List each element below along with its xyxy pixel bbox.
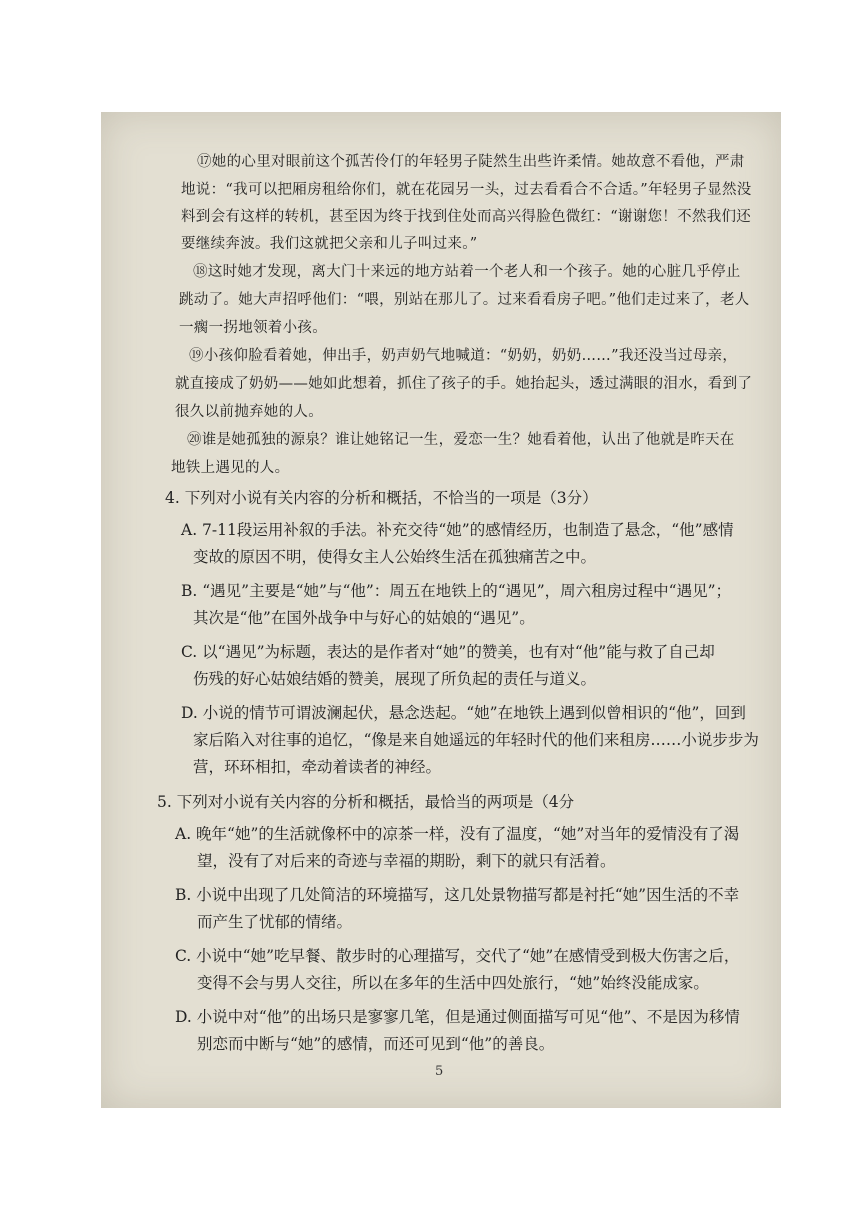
passage-p18-line2: 跳动了。她大声招呼他们：“喂，别站在那儿了。过来看看房子吧。”他们走过来了，老人: [179, 292, 750, 308]
question-4-option-a-line2: 变故的原因不明，使得女主人公始终生活在孤独痛苦之中。: [193, 548, 597, 566]
question-4-option-d-line1: D. 小说的情节可谓波澜起伏，悬念迭起。“她”在地铁上遇到似曾相识的“他”，回到: [181, 704, 746, 722]
passage-p18-line3: 一瘸一拐地领着小孩。: [179, 320, 327, 336]
question-4-option-a-line1: A. 7-11段运用补叙的手法。补充交待“她”的感情经历，也制造了悬念，“他”感情: [181, 521, 734, 539]
passage-p17-line2: 地说：“我可以把厢房租给你们，就在花园另一头，过去看看合不合适。”年轻男子显然没: [181, 182, 752, 198]
question-5-stem: 5. 下列对小说有关内容的分析和概括，最恰当的两项是（4分: [157, 793, 575, 811]
question-5-option-c-line2: 变得不会与男人交往，所以在多年的生活中四处旅行，“她”始终没能成家。: [197, 974, 709, 992]
passage-p17-line1: ⑰她的心里对眼前这个孤苦伶仃的年轻男子陡然生出些许柔情。她故意不看他，严肃: [197, 154, 745, 170]
question-5-option-b-line2: 而产生了忧郁的情绪。: [197, 913, 353, 931]
question-4-option-d-line3: 营，环环相扣，牵动着读者的神经。: [193, 758, 442, 776]
question-5-option-a-line1: A. 晚年“她”的生活就像杯中的凉茶一样，没有了温度，“她”对当年的爱情没有了渴: [175, 825, 740, 843]
passage-p17-line3: 料到会有这样的转机，甚至因为终于找到住处而高兴得脸色微红：“谢谢您！不然我们还: [181, 209, 752, 225]
passage-p19-line2: 就直接成了奶奶——她如此想着，抓住了孩子的手。她抬起头，透过满眼的泪水，看到了: [175, 376, 753, 392]
question-4-option-d-line2: 家后陷入对往事的追忆，“像是来自她遥远的年轻时代的他们来租房……小说步步为: [193, 731, 759, 749]
passage-p19-line1: ⑲小孩仰脸看着她，伸出手，奶声奶气地喊道：“奶奶，奶奶……”我还没当过母亲，: [189, 348, 738, 364]
passage-p20-line1: ⑳谁是她孤独的源泉？谁让她铭记一生，爱恋一生？她看着他，认出了他就是昨天在: [187, 432, 735, 448]
scanned-page: [101, 112, 781, 1108]
question-5-option-d-line2: 别恋而中断与“她”的感情，而还可见到“他”的善良。: [197, 1035, 555, 1053]
page-number: 5: [435, 1064, 444, 1079]
question-4-option-c-line1: C. 以“遇见”为标题，表达的是作者对“她”的赞美，也有对“他”能与救了自己却: [181, 643, 715, 661]
question-4-option-b-line1: B. “遇见”主要是“她”与“他”：周五在地铁上的“遇见”，周六租房过程中“遇见”；: [181, 582, 731, 600]
question-5-option-d-line1: D. 小说中对“他”的出场只是寥寥几笔，但是通过侧面描写可见“他”、不是因为移情: [175, 1008, 740, 1026]
passage-p18-line1: ⑱这时她才发现，离大门十来远的地方站着一个老人和一个孩子。她的心脏几乎停止: [193, 264, 741, 280]
passage-p20-line2: 地铁上遇见的人。: [171, 460, 290, 476]
question-4-option-b-line2: 其次是“他”在国外战争中与好心的姑娘的“遇见”。: [193, 609, 535, 627]
question-4-stem: 4. 下列对小说有关内容的分析和概括，不恰当的一项是（3分）: [165, 489, 598, 507]
passage-p19-line3: 很久以前抛弃她的人。: [175, 404, 323, 420]
question-5-option-c-line1: C. 小说中“她”吃早餐、散步时的心理描写，交代了“她”在感情受到极大伤害之后，: [175, 947, 740, 965]
question-4-option-c-line2: 伤残的好心姑娘结婚的赞美，展现了所负起的责任与道义。: [193, 670, 597, 688]
question-5-option-b-line1: B. 小说中出现了几处简洁的环境描写，这几处景物描写都是衬托“她”因生活的不幸: [175, 886, 740, 904]
question-5-option-a-line2: 望，没有了对后来的奇迹与幸福的期盼，剩下的就只有活着。: [197, 852, 616, 870]
passage-p17-line4: 要继续奔波。我们这就把父亲和儿子叫过来。”: [181, 236, 478, 252]
